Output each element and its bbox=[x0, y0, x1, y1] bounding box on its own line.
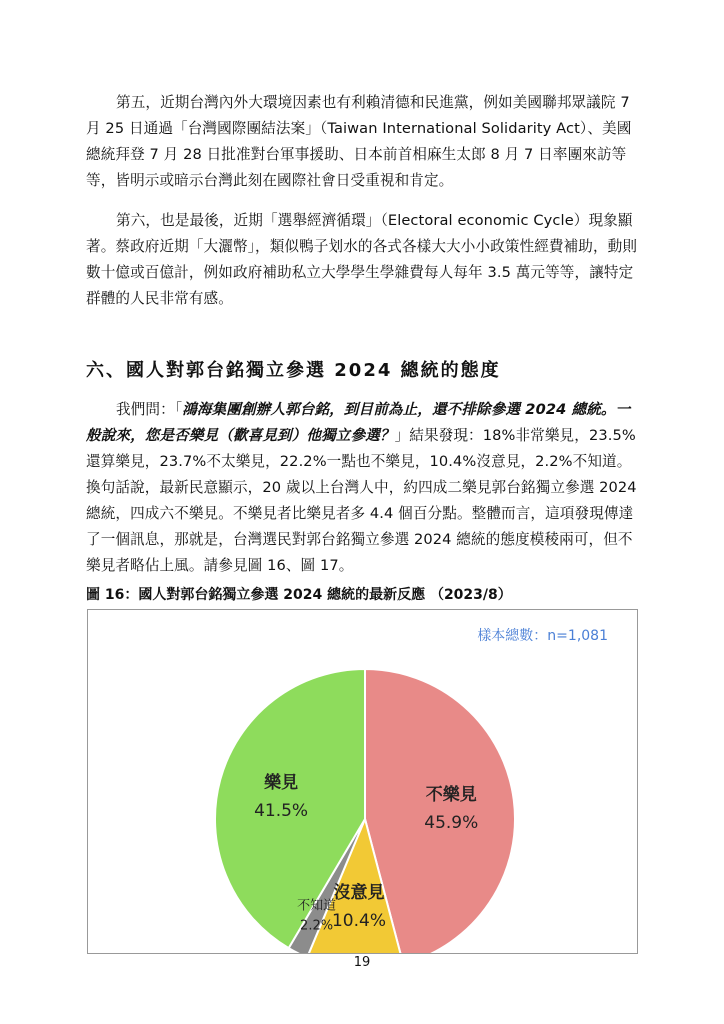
question-text: 鴻海集團創辦人郭台銘，到目前為止，還不排除參選 2024 總統。一般說來，您是否樂見（歡喜見到）他獨立參選？ bbox=[86, 401, 631, 444]
pie-chart-frame bbox=[87, 609, 638, 954]
sample-size-annotation: 樣本總數：n=1,081 bbox=[477, 628, 608, 644]
pie-chart bbox=[88, 610, 637, 953]
slice-value-3: 2.2% bbox=[300, 918, 334, 934]
slice-label-2: 沒意見 bbox=[333, 882, 385, 903]
slice-value-4: 41.5% bbox=[254, 801, 309, 822]
slice-value-2: 10.4% bbox=[331, 910, 386, 931]
slice-label-4: 樂見 bbox=[264, 773, 299, 794]
slice-label-3: 不知道 bbox=[297, 898, 337, 914]
question-lead: 我們問：「 bbox=[116, 401, 183, 418]
figure-caption: 圖 16：國人對郭台銘獨立參選 2024 總統的最新反應 （2023/8） bbox=[86, 587, 512, 603]
question-results: 」結果發現：18%非常樂見，23.5%還算樂見，23.7%不太樂見，22.2%一點也不樂見，10.4%沒意見，2.2%不知道。換句話說，最新民意顯示，20 歲以上台灣人中，約四成二樂見郭台銘獨立參選 2024 總統，四成六不樂見。不樂見者比樂見者多 4.4 個百分點。整體而言，這項發現傳達了一個訊息，那就是，台灣選民對郭台銘獨立參選 2024 總統的態度模稜兩可，但不樂見者略佔上風。請參見圖 16、圖 17。 bbox=[86, 427, 637, 574]
page-number: 19 bbox=[353, 955, 371, 970]
slice-label-1: 不樂見 bbox=[425, 784, 477, 805]
slice-value-1: 45.9% bbox=[424, 812, 479, 833]
paragraph-survey-question bbox=[86, 397, 642, 579]
paragraph-sixth: 第六，也是最後，近期「選舉經濟循環」（Electoral economic Cycle）現象顯著。蔡政府近期「大灑幣」，類似鴨子划水的各式各樣大大小小政策性經費補助，動則數十億或百億計，例如政府補助私立大學學生學雜費每人每年 3.5 萬元等等，讓特定群體的人民非常有感。 bbox=[86, 212, 638, 307]
paragraph-fifth: 第五，近期台灣內外大環境因素也有利賴清德和民進黨，例如美國聯邦眾議院 7 月 25 日通過「台灣國際團結法案」（Taiwan International Solidarity Act）、美國總統拜登 7 月 28 日批准對台軍事援助、日本前首相麻生太郎 8 月 7 日率團來訪等等，皆明示或暗示台灣此刻在國際社會日受重視和肯定。 bbox=[86, 94, 632, 189]
section-heading: 六、國人對郭台銘獨立參選 2024 總統的態度 bbox=[86, 360, 501, 381]
